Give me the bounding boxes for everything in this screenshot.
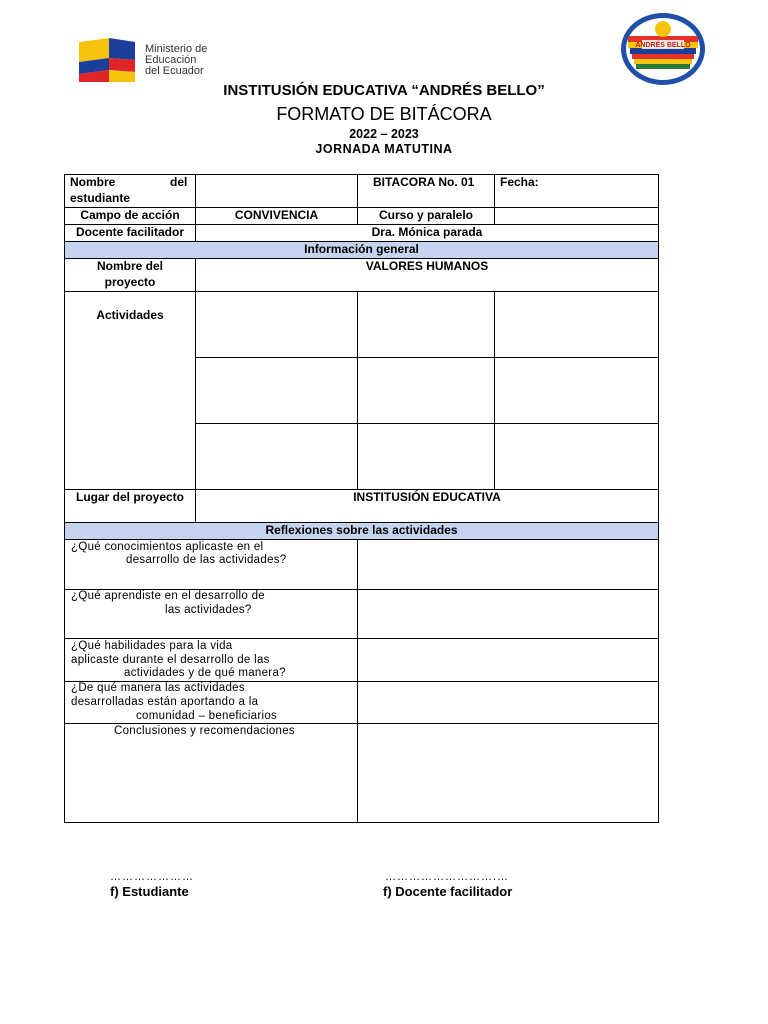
ministry-line: Educación (145, 54, 197, 66)
project-name-value: VALORES HUMANOS (365, 259, 489, 273)
teacher-signature-label: f) Docente facilitador (383, 884, 513, 899)
student-name-label-3: estudiante (70, 191, 131, 205)
ministry-line: del Ecuador (145, 65, 204, 77)
student-name-label-2: del (170, 175, 188, 189)
curso-label: Curso y paralelo (378, 208, 474, 222)
svg-text:ANDRÉS BELLO: ANDRÉS BELLO (635, 42, 691, 49)
student-signature-line: ………………… (110, 871, 194, 883)
question-4-line-3: comunidad – beneficiarios (136, 710, 278, 722)
ministry-line: Ministerio de (145, 43, 208, 55)
question-2-line-1: ¿Qué aprendiste en el desarrollo de (71, 590, 265, 602)
student-signature-label: f) Estudiante (110, 884, 189, 899)
question-2-line-2: las actividades? (165, 604, 252, 616)
campo-value: CONVIVENCIA (234, 208, 319, 222)
format-title: FORMATO DE BITÁCORA (276, 104, 492, 124)
project-name-label-1: Nombre del (96, 259, 163, 273)
project-name-label-2: proyecto (104, 275, 156, 289)
question-3-line-2: aplicaste durante el desarrollo de las (71, 654, 270, 666)
info-general-heading: Información general (304, 242, 419, 256)
student-name-label-1: Nombre (70, 175, 116, 189)
conclusions-label: Conclusiones y recomendaciones (114, 725, 295, 737)
question-3-line-3: actividades y de qué manera? (124, 667, 286, 679)
docente-value: Dra. Mónica parada (371, 225, 483, 239)
campo-label: Campo de acción (80, 208, 180, 222)
lugar-label: Lugar del proyecto (75, 490, 185, 504)
reflexiones-heading: Reflexiones sobre las actividades (265, 523, 458, 537)
question-4-line-2: desarrolladas están aportando a la (71, 696, 259, 708)
question-1-line-1: ¿Qué conocimientos aplicaste en el (71, 541, 264, 553)
docente-label: Docente facilitador (75, 225, 185, 239)
institution-title: INSTITUSIÓN EDUCATIVA “ANDRÉS BELLO” (223, 82, 545, 99)
activities-label: Actividades (96, 308, 164, 322)
school-years: 2022 – 2023 (349, 127, 419, 141)
teacher-signature-line: ……………………….… (385, 871, 510, 883)
question-1-line-2: desarrollo de las actividades? (126, 554, 287, 566)
question-4-line-1: ¿De qué manera las actividades (71, 682, 245, 694)
fecha-label: Fecha: (500, 175, 539, 189)
bitacora-number: BITACORA No. 01 (373, 175, 475, 189)
lugar-value: INSTITUSIÓN EDUCATIVA (353, 490, 501, 504)
question-3-line-1: ¿Qué habilidades para la vida (71, 640, 233, 652)
shift-label: JORNADA MATUTINA (315, 142, 453, 156)
